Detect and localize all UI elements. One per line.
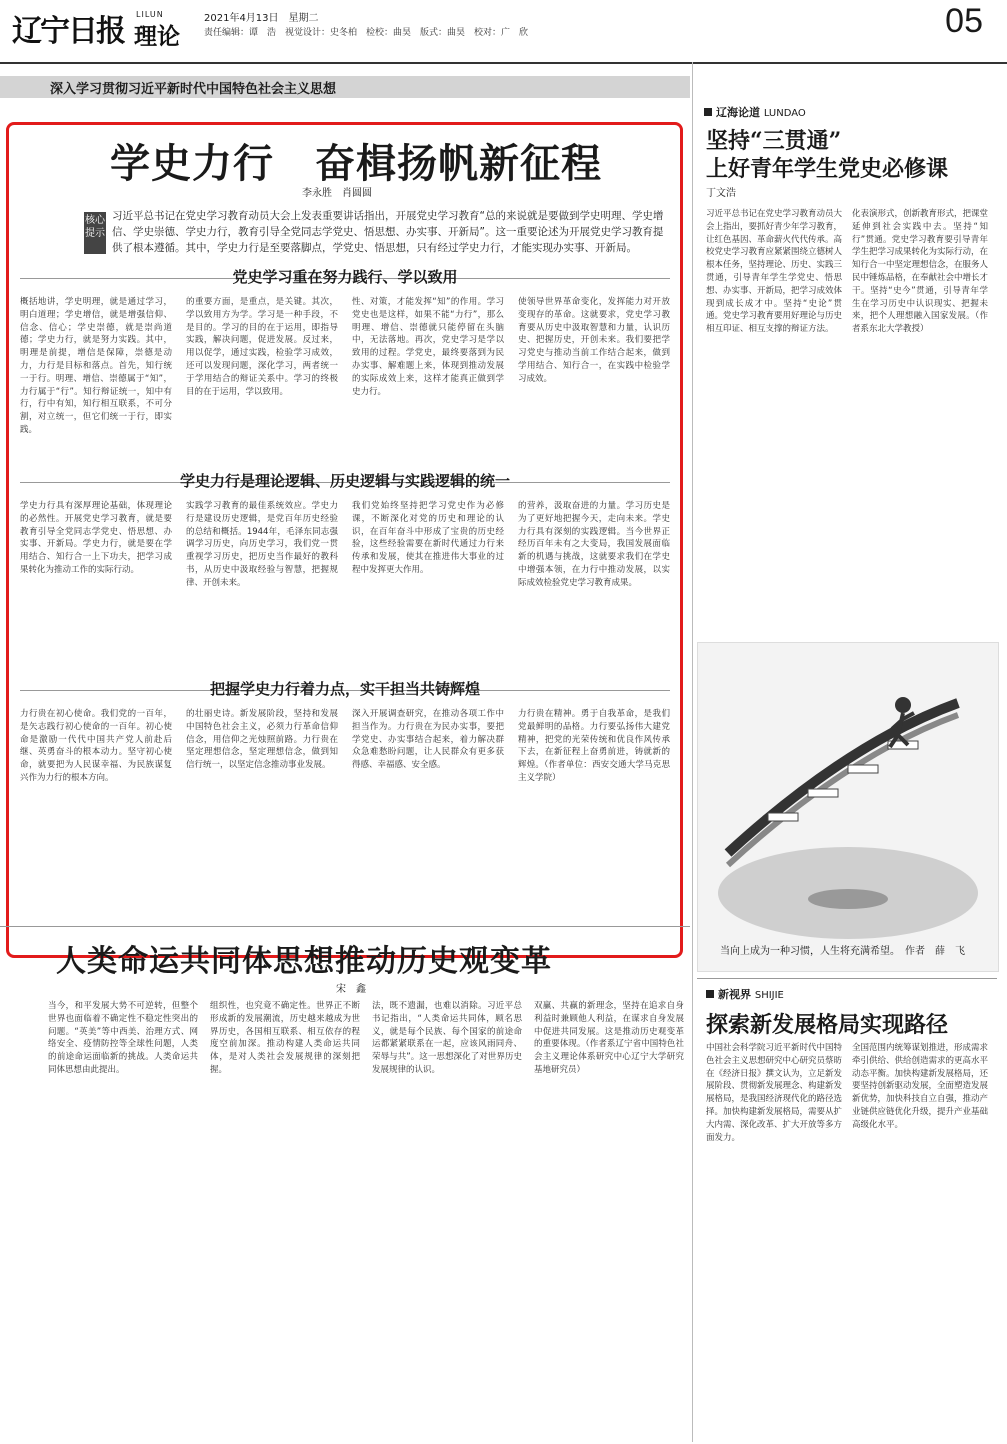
illustration — [697, 642, 999, 972]
bottom-rule — [0, 926, 690, 927]
article-column: 习近平总书记在党史学习教育动员大会上指出，要抓好青少年学习教育，让红色基因、革命薪火代代传承。高校党史学习教育应紧紧围绕立德树人根本任务，坚持理论、历史、实践三贯通，引导青年学生学党史、悟思想、办实事、开新局，把学习成效体现到成长成才中。坚持“史论”贯通。党史学习教育要用好理论与历史相互印证、相互支撑的辩证方法。 — [706, 209, 842, 335]
article-column: 法，既不遗漏，也难以消除。习近平总书记指出，“人类命运共同体，顾名思义，就是每个民族、每个国家的前途命运都紧紧联系在一起，应该风雨同舟、荣辱与共”。这一思想深化了对世界历史发展规律的认识。 — [372, 1001, 522, 1075]
right-article-title-line1: 坚持“三贯通” — [706, 128, 842, 154]
article-column: 学史力行具有深厚理论基础，体现理论的必然性。开展党史学习教育，就是要教育引导全党同志学党史、悟思想、办实事、开新局。学史力行，就是要在学用结合、知行合一上下功夫，把学习成果转化为推动工作的实际行动。 — [20, 501, 172, 575]
section-heading: 学史力行是理论逻辑、历史逻辑与实践逻辑的统一 — [179, 472, 510, 490]
right-article-author: 丁文浩 — [706, 188, 736, 199]
article-column: 化表演形式，创新教育形式，把课堂延伸到社会实践中去。坚持“知行”贯通。党史学习教育要引导青年学生把学习成果转化为实际行动，在知行合一中坚定理想信念，在服务人民中锤炼品格，在奉献社会中增长才干。坚持“史今”贯通，引导青年学生在学习历史中认识现实、把握未来，把个人理想融入国家发展。（作者系东北大学教授） — [852, 209, 988, 335]
article-column: 双赢、共赢的新理念，坚持在追求自身利益时兼顾他人利益，在谋求自身发展中促进共同发展。这是推动历史观变革的重要体现。（作者系辽宁省中国特色社会主义理论体系研究中心辽宁大学研究基地研究员） — [534, 1001, 684, 1075]
right-bottom-rule — [697, 978, 997, 979]
section-name: 理论 — [134, 24, 180, 50]
column-tag — [704, 104, 806, 120]
column-tag-pinyin: SHIJIE — [754, 990, 784, 1001]
square-bullet-icon — [706, 990, 714, 998]
column-separator — [692, 62, 693, 1442]
page-number: 05 — [945, 2, 983, 40]
article-column: 中国社会科学院习近平新时代中国特色社会主义思想研究中心研究员蔡昉在《经济日报》撰文认为，立足新发展阶段、贯彻新发展理念、构建新发展格局，是我国经济现代化的路径选择。加快构建新发展格局，需要从扩大内需、深化改革、扩大开放等多方面发力。 — [706, 1043, 842, 1143]
column-tag-label: 辽海论道 — [716, 106, 760, 119]
article-column: 的营养，汲取奋进的力量。学习历史是为了更好地把握今天，走向未来。学史力行具有深刻的实践逻辑。当今世界正经历百年未有之大变局，我国发展面临新的机遇与挑战，这就要求我们在学史中增强本领，在力行中推动发展，以实际成效检验党史学习教育成果。 — [518, 501, 670, 588]
feature-title: 学史力行 奋楫扬帆新征程 — [110, 140, 602, 187]
article-column: 力行贵在精神。勇于自我革命，是我们党最鲜明的品格。力行要弘扬伟大建党精神，把党的光荣传统和优良作风传承下去，在新征程上奋勇前进，铸就新的辉煌。（作者单位：西安交通大学马克思主义学院） — [518, 709, 670, 783]
article-column: 的壮丽史诗。新发展阶段，坚持和发展中国特色社会主义，必须力行革命信仰信念，用信仰之光烛照前路。力行贵在坚定理想信念，坚定理想信念，做到知信行统一，以坚定信念推动事业发展。 — [186, 709, 338, 771]
article-column: 组织性，也究竟不确定性。世界正不断形成新的发展潮流，历史越来越成为世界历史，各国相互联系、相互依存的程度空前加深。推动构建人类命运共同体，是对人类社会发展规律的深刻把握。 — [210, 1001, 360, 1075]
column-tag-label: 新视界 — [718, 988, 751, 1001]
column-tag-pinyin: LUNDAO — [763, 108, 806, 119]
square-bullet-icon — [704, 108, 712, 116]
core-tip-tag: 核心提示 — [84, 212, 106, 254]
article-column: 深入开展调查研究，在推动各项工作中担当作为。力行贵在为民办实事，要把学党史、办实事结合起来，着力解决群众急难愁盼问题，让人民群众有更多获得感、幸福感、安全感。 — [352, 709, 504, 771]
section-heading: 党史学习重在努力践行、学以致用 — [232, 268, 458, 286]
section-pinyin: LILUN — [136, 10, 164, 19]
masthead-rule — [0, 62, 1007, 64]
article-column: 我们党始终坚持把学习党史作为必修课，不断深化对党的历史和理论的认识，在百年奋斗中形成了宝贵的历史经验，这些经验需要在新时代通过力行来传承和发展，使其在推进伟大事业的过程中发挥更大作用。 — [352, 501, 504, 575]
article-column: 当今，和平发展大势不可逆转，但整个世界也面临着不确定性不稳定性突出的问题。“英美”等中西美、治理方式、网络安全、疫情防控等全球性问题，人类的前途命运面临新的挑战。人类命运共同体思想由此提出。 — [48, 1001, 198, 1075]
article-column: 概括地讲，学史明理，就是通过学习，明白道理；学史增信，就是增强信仰、信念、信心；学史崇德，就是崇尚道德；学史力行，就是努力实践。其中，明理是前提，增信是保障，崇德是动力，力行是目标和落点。首先，知行统一于行。明理、增信、崇德属于“知”，力行属于“行”。知行辩证统一，知中有行，行中有知，知行相互联系，不可分割，对立统一，但它们统一于行，即实践。 — [20, 297, 172, 435]
right-article-title-line2: 上好青年学生党史必修课 — [706, 156, 949, 182]
newspaper-logo: 辽宁日报 — [12, 14, 124, 49]
issue-date: 2021年4月13日 星期二 — [204, 13, 319, 24]
topic-banner — [0, 76, 690, 98]
article-column: 力行贵在初心使命。我们党的一百年，是矢志践行初心使命的一百年。初心使命是激励一代代中国共产党人前赴后继、英勇奋斗的根本动力。坚守初心使命，就要把为人民谋幸福、为民族谋复兴作为力行的根本方向。 — [20, 709, 172, 783]
article-column: 使领导世界革命变化，发挥能力对开放变现存的革命。这就要求，党史学习教育要从历史中汲取智慧和力量，认识历史、把握历史，开创未来。我们要把学习党史与推动当前工作结合起来，做到学用结合、知行合一，在实践中检验学习成效。 — [518, 297, 670, 384]
feature-byline: 李永胜 肖圆圆 — [302, 188, 372, 199]
right-bottom-title: 探索新发展格局实现路径 — [706, 1012, 949, 1038]
column-tag — [706, 986, 784, 1002]
topic-banner-text: 深入学习贯彻习近平新时代中国特色社会主义思想 — [50, 82, 337, 97]
feature-lead: 习近平总书记在党史学习教育动员大会上发表重要讲话指出，开展党史学习教育“总的来说就是要做到学史明理、学史增信、学史崇德、学史力行，教育引导全党同志学党史、悟思想、办实事、开新局”。这一重要论述为开展党史学习教育提供了根本遵循。其中，学史力行是至要落脚点，学党史、悟思想，只有经过学史力行，才能实现办实事、开新局。 — [112, 210, 664, 254]
section-heading: 把握学史力行着力点，实干担当共铸辉煌 — [209, 680, 480, 698]
article-column: 实践学习教育的最佳系统效应。学史力行是建设历史逻辑，是党百年历史经验的总结和概括。1944年，毛泽东同志强调学习历史，向历史学习，我们党一贯重视学习历史，把历史当作最好的教科书，从历史中汲取经验与智慧，把握规律、开创未来。 — [186, 501, 338, 588]
article-column: 全国范围内统筹谋划推进，形成需求牵引供给、供给创造需求的更高水平动态平衡。加快构建新发展格局，还要坚持创新驱动发展，全面塑造发展新优势，加快科技自立自强，推动产业链供应链优化升级，提升产业基础高级化水平。 — [852, 1043, 988, 1130]
article-column: 的重要方面，是重点，是关键。其次，学以致用方为学。学习是一种手段，不是目的。学习的目的在于运用，即指导实践，解决问题，促进发展。反过来，用以促学，通过实践，检验学习成效，还可以发现问题，深化学习，两者统一于学用结合的辩证关系中。学习的终极目的在于运用，学以致用。 — [186, 297, 338, 397]
staff-credits: 责任编辑：谭 浩 视觉设计：史冬柏 检校：曲昊 版式：曲昊 校对：广 欣 — [204, 28, 529, 38]
illustration-caption: 当向上成为一种习惯，人生将充满希望。 作者 薛 飞 — [720, 946, 965, 957]
bottom-article-author: 宋 鑫 — [336, 984, 366, 995]
staircase-illustration-icon — [698, 643, 998, 971]
article-column: 性、对策，才能发挥“知”的作用。学习党史也是这样，如果不能“力行”，那么明理、增信、崇德就只能停留在头脑中，无法落地。再次，党史学习是学以致用的过程。学党史，最终要落到为民办实事、解难题上来，体现到推动发展的实际成效上来，这样才能真正做到学史力行。 — [352, 297, 504, 397]
bottom-article-title: 人类命运共同体思想推动历史观变革 — [56, 944, 552, 979]
